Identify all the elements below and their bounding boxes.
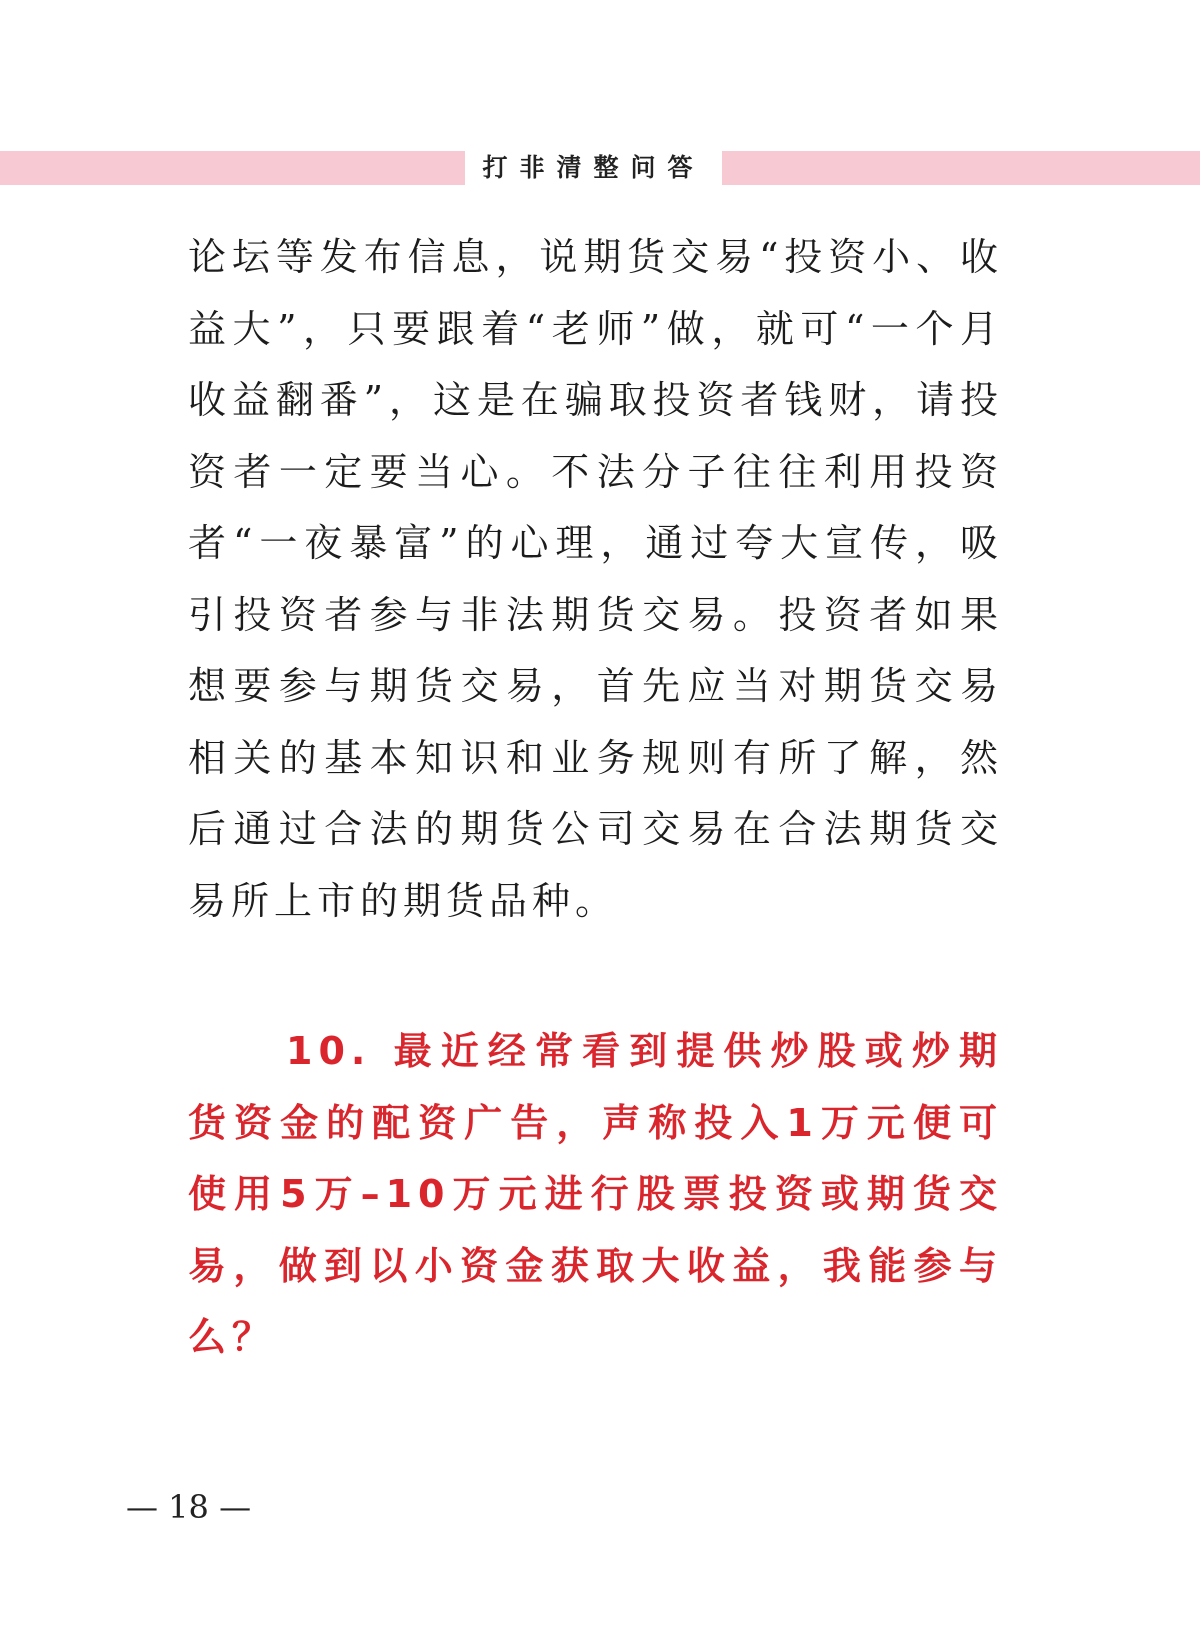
question-heading: 10. 最近经常看到提供炒股或炒期货资金的配资广告，声称投入1万元便可使用5万–10万元进行股票投资或期货交易，做到以小资金获取大收益，我能参与么？: [188, 1029, 1003, 1359]
running-header-title: 打非清整问答: [482, 153, 705, 182]
header-band-left: [0, 151, 465, 185]
body-paragraph: 论坛等发布信息，说期货交易“投资小、收益大”，只要跟着“老师”做，就可“一个月收益翻番”，这是在骗取投资者钱财，请投资者一定要当心。不法分子往往利用投资者“一夜暴富”的心理，通过夸大宣传，吸引投资者参与非法期货交易。投资者如果想要参与期货交易，首先应当对期货交易相关的基本知识和业务规则有所了解，然后通过合法的期货公司交易在合法期货交易所上市的期货品种。: [188, 235, 1003, 923]
header-band-right: [722, 151, 1200, 185]
page-number: — 18 —: [126, 1488, 252, 1526]
